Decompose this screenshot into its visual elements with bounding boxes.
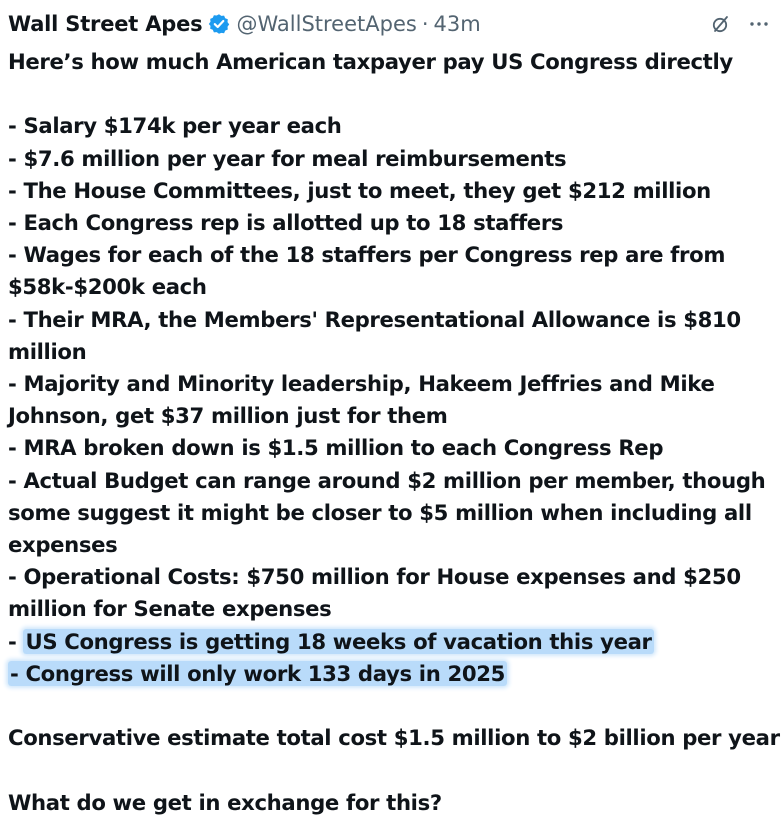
tweet-line: - Their MRA, the Members' Representational Allowance is $810	[8, 306, 741, 332]
highlight-prefix: -	[8, 628, 24, 654]
tweet-line: million for Senate expenses	[8, 596, 332, 622]
timestamp[interactable]: 43m	[433, 12, 481, 36]
tweet-line: - Majority and Minority leadership, Hakeem Jeffries and Mike	[8, 371, 715, 397]
tweet-conclusion: Conservative estimate total cost $1.5 million to $2 billion per year	[8, 725, 780, 751]
more-icon[interactable]	[749, 21, 769, 27]
author-handle[interactable]: @WallStreetApes	[236, 12, 417, 36]
highlighted-line-1	[8, 626, 773, 658]
tweet-question: What do we get in exchange for this?	[8, 789, 442, 815]
highlighted-line-2	[8, 658, 773, 690]
tweet	[8, 6, 780, 819]
tweet-line: - $7.6 million per year for meal reimbursements	[8, 145, 567, 171]
tweet-line: some suggest it might be closer to $5 million when including all	[8, 499, 752, 525]
header-actions	[711, 14, 773, 34]
header-separator: ·	[421, 12, 429, 36]
tweet-title: Here’s how much American taxpayer pay US Congress directly	[8, 49, 733, 74]
tweet-line: $58k-$200k each	[8, 274, 207, 300]
highlighted-text: - Congress will only work 133 days in 2025	[10, 660, 506, 686]
tweet-line: - MRA broken down is $1.5 million to each Congress Rep	[8, 435, 664, 461]
highlighted-text: US Congress is getting 18 weeks of vacation this year	[25, 628, 652, 654]
tweet-header	[8, 6, 773, 42]
tweet-line: - Operational Costs: $750 million for House expenses and $250	[8, 564, 741, 590]
verified-badge-icon[interactable]	[208, 13, 230, 35]
tweet-line: - Each Congress rep is allotted up to 18 staffers	[8, 210, 564, 235]
tweet-line: - Salary $174k per year each	[8, 113, 342, 139]
tweet-line: million	[8, 338, 87, 364]
tweet-text	[8, 46, 780, 819]
blank-line	[8, 754, 773, 786]
tweet-line: - The House Committees, just to meet, they get $212 million	[8, 177, 711, 203]
tweet-line: Johnson, get $37 million just for them	[8, 403, 448, 429]
tweet-line: - Actual Budget can range around $2 million per member, though	[8, 467, 766, 493]
tweet-line: - Wages for each of the 18 staffers per Congress rep are from	[8, 242, 726, 268]
author-name[interactable]: Wall Street Apes	[8, 12, 203, 36]
blank-line	[8, 690, 773, 722]
tweet-line: expenses	[8, 532, 118, 558]
grok-icon[interactable]	[711, 14, 731, 34]
blank-line	[8, 78, 773, 110]
